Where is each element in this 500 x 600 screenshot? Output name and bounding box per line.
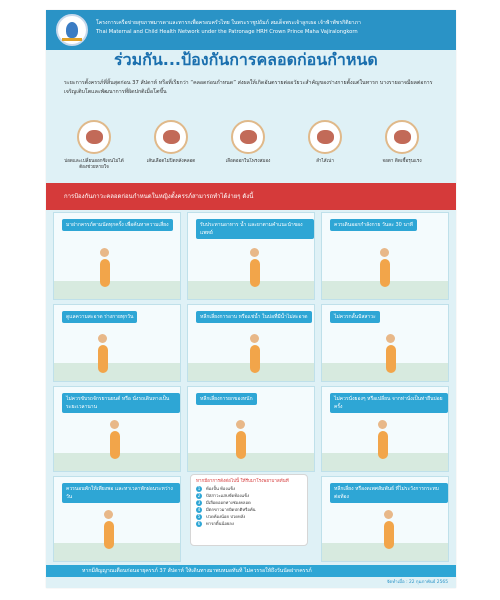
tip-card (53, 212, 181, 300)
org-name-thai: โครงการเครือข่ายสุขภาพมารดาและทารกเพื่อครอบครัวไทย ในพระราชูปถัมภ์ สมเด็จพระเจ้าลูกเธอ เจ้าฟ้าพัชรกิติยาภา (96, 20, 361, 26)
symptom-item: 4 มีตกขาวมากผิดปกติหรือคัน (197, 507, 256, 512)
footer-note: หากมีสัญญาณเตือนก่อนอายุครรภ์ 37 สัปดาห์ ให้เดินทางมาพบหมอทันที ไม่ควรรอให้ถึงวันนัดฝากครรภ์ (82, 568, 312, 574)
lungs-icon (77, 120, 111, 154)
poster (46, 10, 456, 588)
complication-label: จอตา ติดเชื้อรุนแรง (382, 159, 422, 164)
org-name-english: Thai Maternal and Child Health Network under the Patronage HRH Crown Prince Maha Vajiralongkorn (96, 29, 358, 35)
complication-intestine (295, 120, 355, 165)
tip-card (53, 304, 181, 382)
complication-label: เส้นเลือดไม่ปิดหลังคลอด (146, 159, 196, 164)
complications-row (46, 120, 456, 180)
tip-label: ไม่ควรนั่งยองๆ หรือเปลี่ยน จากท่านั่งเป็นท่ายืนบ่อยครั้ง (330, 393, 448, 413)
tip-card (187, 212, 315, 300)
complication-eye (372, 120, 432, 165)
tip-label: ไม่ควรขับรถจักรยานยนต์ หรือ นั่งรถเดินทางเป็นระยะเวลานาน (62, 393, 180, 413)
tip-card (53, 476, 181, 562)
page-title: ร่วมกัน...ป้องกันการคลอดก่อนกำหนด (114, 50, 378, 69)
intestine-icon (308, 120, 342, 154)
tip-card (321, 212, 449, 300)
prevention-heading: การป้องกันภาวะคลอดก่อนกำหนดในหญิงตั้งครรภ์สามารถทำได้ง่ายๆ ดังนี้ (64, 193, 254, 200)
tip-label: ควรเดินออกกำลังกาย วันละ 30 นาที (330, 219, 417, 231)
complication-brain (218, 120, 278, 165)
footer-note-bar (46, 565, 456, 577)
tip-label: หลีกเลี่ยง หรืองดเพศสัมพันธ์ ที่ไม่ระวังการกระทบต่อท้อง (330, 483, 448, 503)
heart-icon (154, 120, 188, 154)
tip-card (187, 386, 315, 472)
header-bar (46, 10, 456, 50)
eye-icon (385, 120, 419, 154)
tips-grid (53, 212, 449, 572)
tip-card (321, 476, 449, 562)
publish-date: จัดทำเมื่อ : 22 กุมภาพันธ์ 2565 (386, 580, 448, 585)
symptom-item: 5 ปวดท้องน้อย ปวดหลัง (197, 514, 246, 519)
warning-symptoms-box (190, 474, 308, 546)
complication-label: ลำไส้เน่า (316, 159, 334, 164)
symptom-item: 3 มีเลือดออกทางช่องคลอด (197, 500, 251, 505)
tip-label: หลีกเลี่ยงการอาบ หรือแช่น้ำ ในบ่อที่มีน้ำไม่สะอาด (196, 311, 312, 323)
symptom-item: 2 ปัสสาวะแสบขัดท้องแข็ง (197, 493, 250, 498)
prevention-band (46, 183, 456, 210)
complication-lungs (64, 120, 124, 171)
tip-label: ดูแลความสะอาด ร่างกายทุกวัน (62, 311, 137, 323)
tip-card (321, 304, 449, 382)
network-logo-icon (56, 14, 88, 46)
tip-label: หลีกเลี่ยงการยกของหนัก (196, 393, 257, 405)
tip-label: ไม่ควรกลั้นปัสสาวะ (330, 311, 380, 323)
symptom-item: 1 ท้องปั้น ท้องแข็ง (197, 486, 236, 491)
tip-label: รับประทานอาหาร น้ำ และยาตามคำแนะนำของแพทย์ (196, 219, 314, 239)
symptoms-title: หากมีอาการดังต่อไปนี้ ให้รีบมาโรงพยาบาลทันที (196, 479, 289, 484)
complication-label: เลือดออกในโพรงสมอง (225, 159, 271, 164)
tip-label: มาฝากครรภ์ตามนัดทุกครั้ง เพื่อค้นหาความเสี่ยง (62, 219, 173, 231)
symptom-item: 6 ทารกดิ้นน้อยลง (197, 521, 234, 526)
complication-label: ปอดและเปลี่ยนออกซิเจนไม่ได้ ต้องช่วยหายใจ (64, 159, 124, 170)
complication-heart (141, 120, 201, 165)
tip-card (321, 386, 449, 472)
tip-card (53, 386, 181, 472)
brain-icon (231, 120, 265, 154)
intro-text: ระยะการตั้งครรภ์ที่สิ้นสุดก่อน 37 สัปดาห์ หรือที่เรียกว่า “คลอดก่อนกำหนด” ส่งผลให้เกิดอันตรายต่ออวัยวะสำคัญของร่างกายตั้งแต่ในทารก บางรายอาจมีผลต่อการเจริญเติบโตและพัฒนาการที่ผิดปกติเมื่อโตขึ้น (64, 80, 433, 95)
tip-card (187, 304, 315, 382)
tip-label: ควรนอนพักให้เพียงพอ และหาเวลาพักผ่อนระหว่างวัน (62, 483, 180, 503)
